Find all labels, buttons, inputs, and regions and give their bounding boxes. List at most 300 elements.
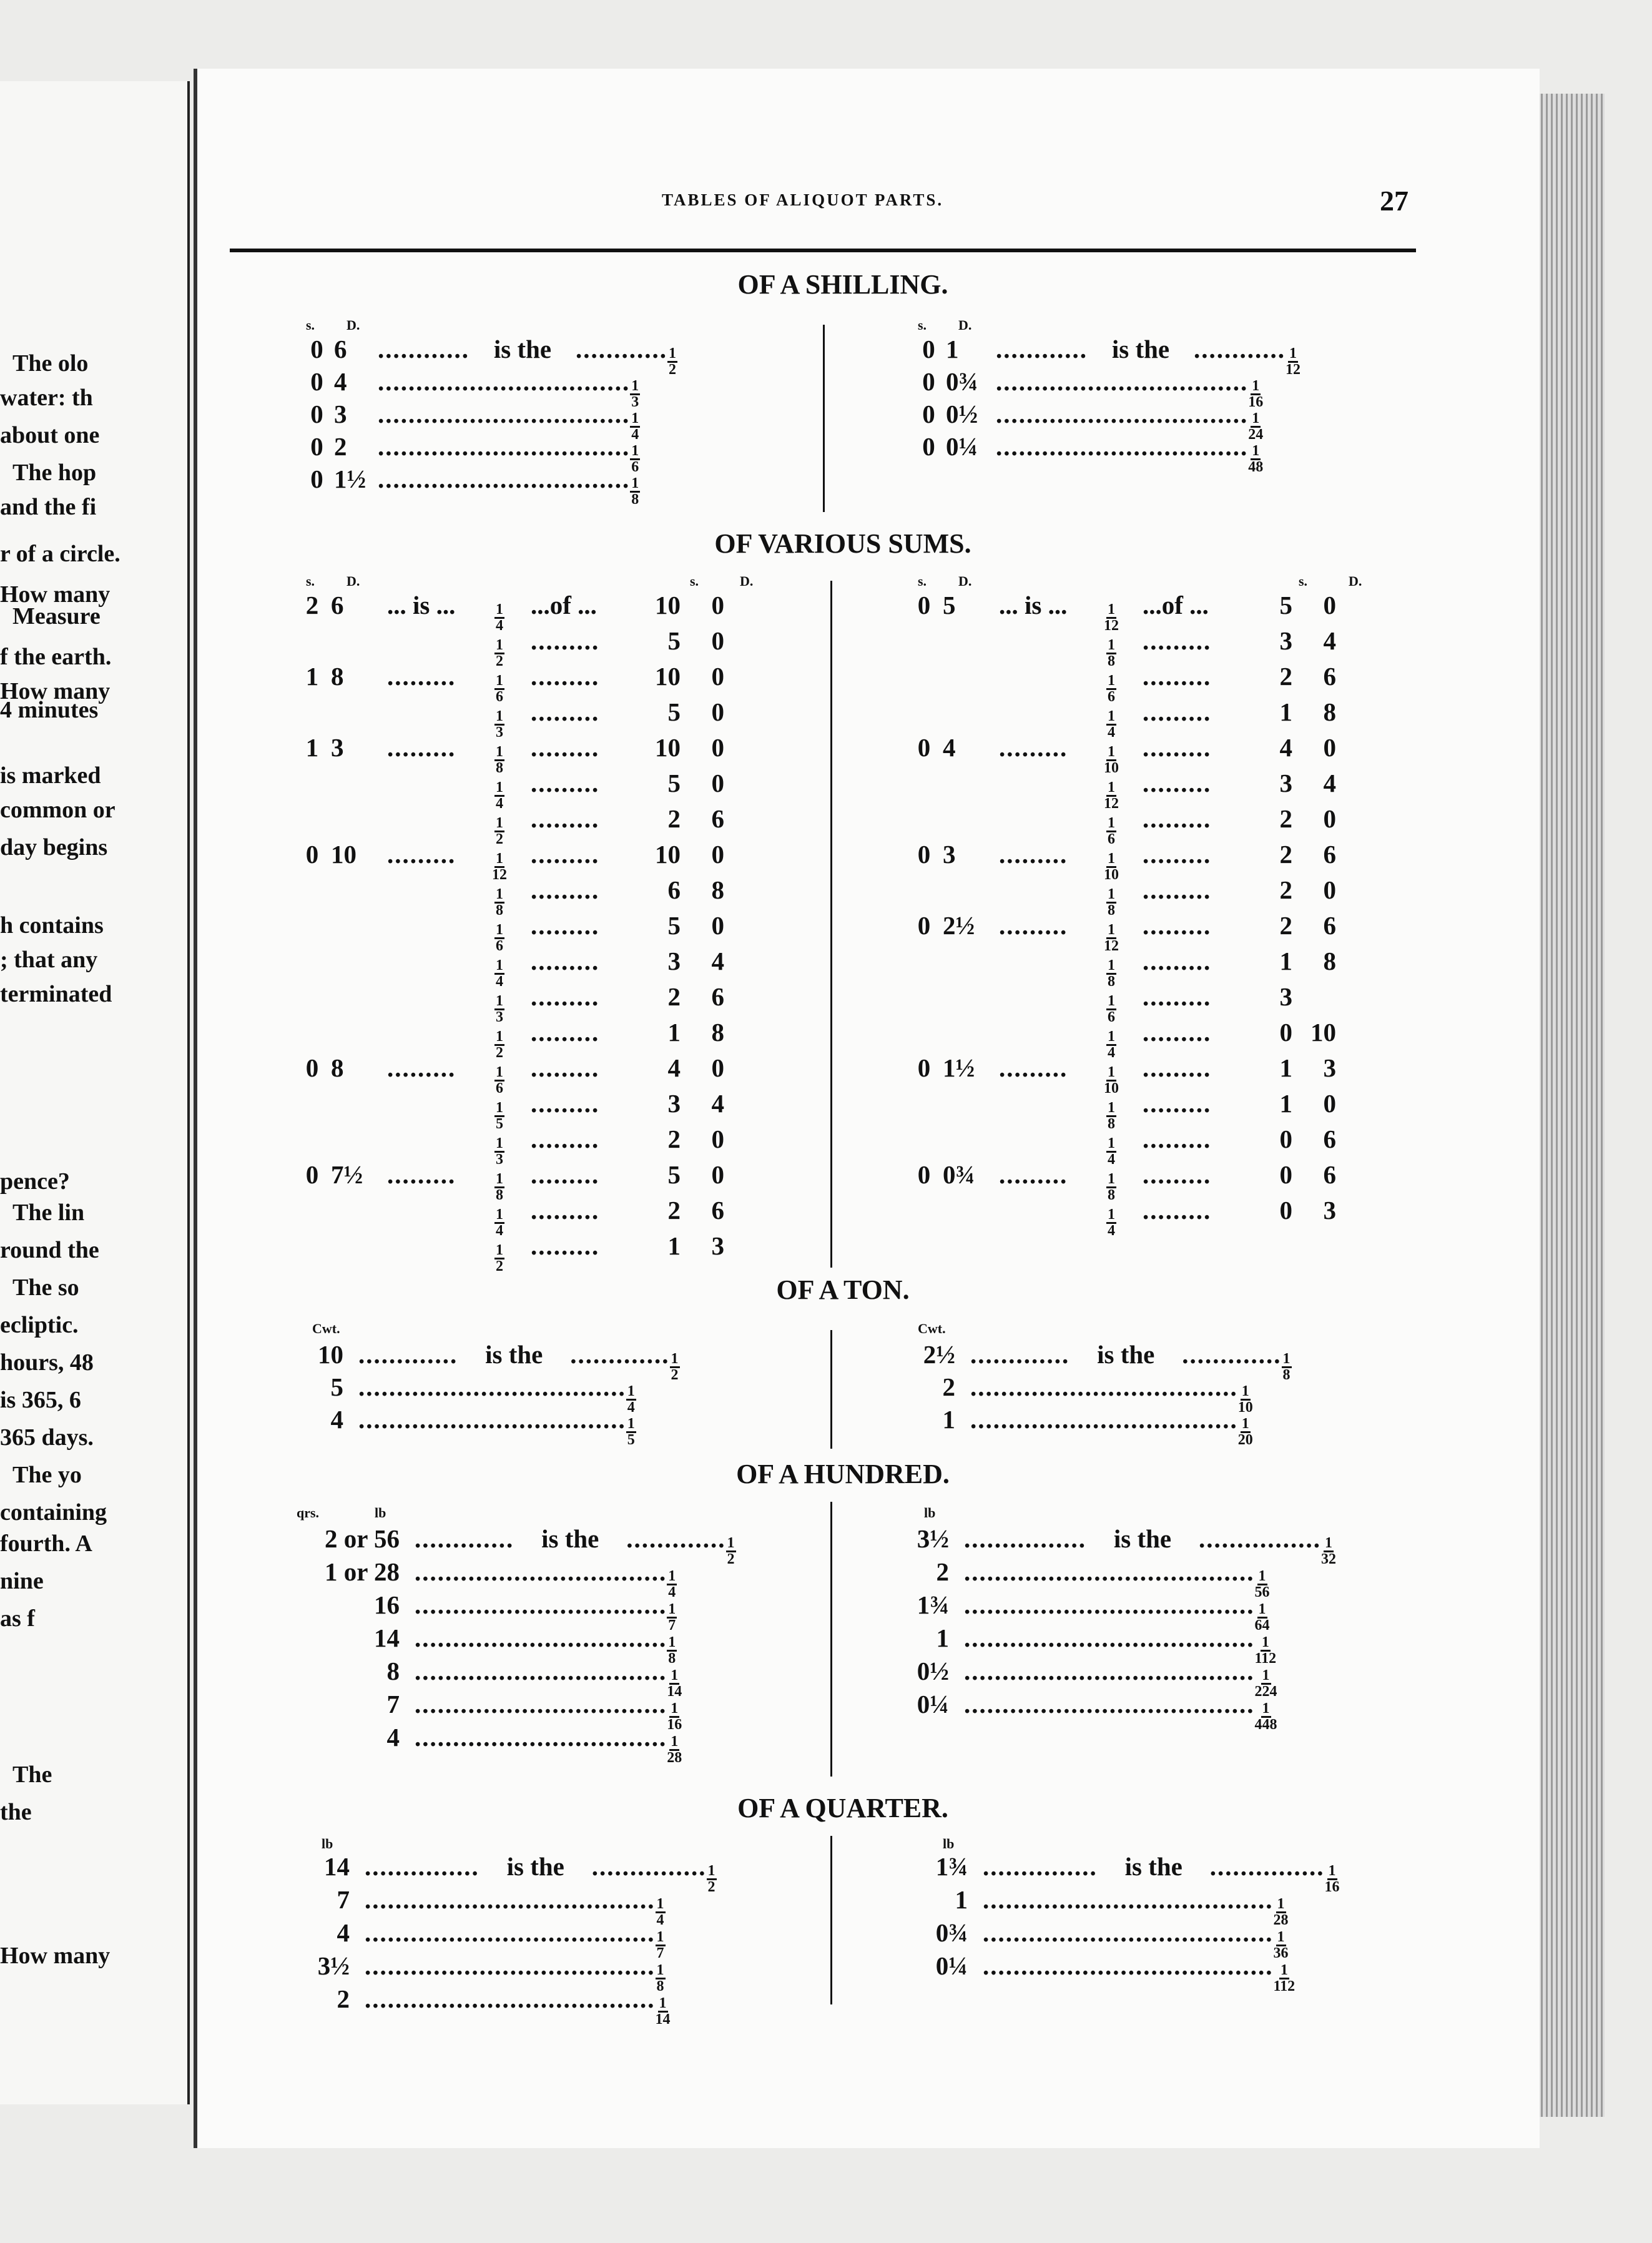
leader-dots: ......................................	[964, 1624, 1255, 1652]
fraction-denominator: 10	[1104, 759, 1119, 776]
leader-dots: .........	[1143, 1018, 1212, 1047]
result-pence: 6	[1323, 1160, 1336, 1189]
leader-dots: ......................................	[964, 1557, 1255, 1586]
leader-dots: .................................	[996, 432, 1249, 461]
is-the-label: is the	[506, 1852, 564, 1881]
shillings: 0	[305, 1160, 319, 1189]
result-pence: 6	[711, 804, 724, 833]
shillings: 0	[922, 367, 935, 396]
result-shillings: 3	[667, 1089, 681, 1118]
fraction-numerator: 1	[1108, 744, 1115, 760]
fraction-denominator: 6	[1108, 1008, 1115, 1025]
result-pence: 0	[711, 698, 724, 726]
fraction-denominator: 32	[1321, 1550, 1336, 1567]
leader-dots: ...................................	[358, 1405, 626, 1434]
fraction-numerator: 1	[496, 637, 503, 653]
pence: 6	[334, 335, 347, 363]
fraction-denominator: 2	[496, 1044, 503, 1061]
quantity: 4	[330, 1405, 343, 1434]
shillings: 1	[305, 733, 319, 762]
quantity: 0½	[917, 1657, 949, 1685]
shilling-row	[300, 464, 640, 507]
quantity: 10	[318, 1340, 343, 1369]
fraction-numerator: 1	[631, 475, 639, 491]
fraction	[1325, 1864, 1340, 1895]
leader-dots: .........	[531, 733, 600, 762]
leader-dots: .........	[1143, 875, 1212, 904]
shilling-row	[912, 431, 1263, 475]
fraction-denominator: 12	[492, 866, 507, 883]
fraction-denominator: 2	[707, 1878, 715, 1895]
fraction-denominator: 12	[1104, 617, 1119, 634]
fraction-numerator: 1	[496, 850, 503, 867]
leader-dots: .........	[531, 626, 600, 655]
leader-dots: ...................................	[970, 1405, 1238, 1434]
leader-dots: ............	[576, 335, 667, 363]
leader-dots: .........	[387, 840, 456, 869]
fraction	[707, 1864, 717, 1895]
leader-dots: ......................................	[365, 1984, 656, 2013]
pence: 1	[946, 335, 959, 363]
fraction	[630, 476, 640, 507]
result-shillings: 2	[667, 1196, 681, 1225]
fraction-denominator: 28	[667, 1749, 682, 1766]
leader-dots: .................................	[378, 432, 631, 461]
cwt-label: Cwt.	[918, 1321, 946, 1336]
of-label: ...of ...	[531, 591, 597, 619]
quantity: 1	[955, 1885, 968, 1914]
is-the-label: is the	[1113, 1524, 1172, 1553]
fraction	[1286, 347, 1300, 377]
left-page-line: fourth. A	[0, 1531, 92, 1557]
leader-dots: .........	[531, 1231, 600, 1260]
shillings: 0	[310, 465, 323, 493]
lb-label: lb	[375, 1505, 386, 1521]
fraction-denominator: 4	[1108, 724, 1115, 741]
fraction-numerator: 1	[496, 779, 503, 796]
leader-dots: .........	[531, 840, 600, 869]
fraction-numerator: 1	[496, 1135, 503, 1151]
fraction-denominator: 6	[1108, 688, 1115, 705]
fraction-denominator: 10	[1237, 1399, 1253, 1416]
fraction-numerator: 1	[1108, 708, 1115, 724]
fraction-numerator: 1	[1108, 779, 1115, 796]
fraction	[1321, 1536, 1336, 1567]
fraction-denominator: 6	[496, 1080, 503, 1097]
fraction-numerator: 1	[627, 1416, 635, 1432]
fraction-denominator: 16	[1324, 1878, 1340, 1895]
leader-dots: ...................................	[358, 1373, 626, 1401]
fraction-denominator: 4	[496, 795, 503, 812]
is-the-label: is the	[541, 1524, 599, 1553]
result-pence: 0	[1323, 804, 1336, 833]
leader-dots: .................................	[415, 1557, 667, 1586]
result-pence: 0	[1323, 591, 1336, 619]
result-shillings: 2	[1279, 875, 1292, 904]
fraction-numerator: 1	[1108, 1028, 1115, 1045]
fraction-denominator: 8	[1108, 1115, 1115, 1132]
header-rule	[230, 249, 1416, 252]
result-pence: 8	[1323, 947, 1336, 975]
fraction-numerator: 1	[1252, 378, 1260, 394]
leader-dots: ......................................	[983, 1918, 1274, 1947]
fraction-numerator: 1	[627, 1383, 635, 1399]
result-pence: 0	[1323, 733, 1336, 762]
leader-dots: .........	[531, 1018, 600, 1047]
fraction-numerator: 1	[1108, 815, 1115, 831]
quantity: 3½	[917, 1524, 949, 1553]
column-label: D.	[1349, 573, 1362, 589]
fraction-numerator: 1	[671, 1667, 679, 1683]
fraction-denominator: 3	[631, 393, 639, 410]
is-the-label: is the	[485, 1340, 543, 1369]
left-page-line: ; that any	[0, 947, 98, 973]
leader-dots: .........	[531, 1160, 600, 1189]
leader-dots: .................................	[415, 1690, 667, 1718]
result-pence: 4	[711, 1089, 724, 1118]
shillings: 0	[917, 733, 931, 762]
pence: 2½	[943, 911, 975, 940]
fraction-numerator: 1	[1108, 850, 1115, 867]
fraction-denominator: 4	[656, 1911, 664, 1928]
column-label: s.	[306, 573, 315, 589]
fraction-denominator: 2	[669, 361, 676, 378]
fraction-denominator: 7	[668, 1617, 676, 1634]
leader-dots: .........	[1143, 911, 1212, 940]
fraction-numerator: 1	[659, 1995, 667, 2011]
leader-dots: ......................................	[964, 1690, 1255, 1718]
quantity: 1	[936, 1624, 949, 1652]
result-shillings: 1	[667, 1018, 681, 1047]
fraction-denominator: 8	[1282, 1366, 1291, 1383]
leader-dots: .................................	[415, 1657, 667, 1685]
pence: 5	[943, 591, 956, 619]
result-pence: 6	[711, 982, 724, 1011]
result-shillings: 2	[1279, 911, 1292, 940]
fraction-numerator: 1	[496, 993, 503, 1009]
quantity: 7	[337, 1885, 350, 1914]
shillings: 0	[310, 432, 323, 461]
is-the-label: is the	[493, 335, 552, 363]
fraction-numerator: 1	[1108, 957, 1115, 974]
left-page-line: h contains	[0, 912, 104, 939]
fraction-numerator: 1	[1241, 1383, 1249, 1399]
result-shillings: 10	[655, 840, 681, 869]
fraction-denominator: 4	[496, 1222, 503, 1239]
fraction-numerator: 1	[1241, 1416, 1249, 1432]
result-shillings: 2	[1279, 804, 1292, 833]
leader-dots: .............	[626, 1524, 726, 1553]
column-label: s.	[690, 573, 699, 589]
result-shillings: 2	[667, 804, 681, 833]
leader-dots: .............	[358, 1340, 458, 1369]
fraction-numerator: 1	[1262, 1700, 1270, 1717]
fraction-numerator: 1	[669, 345, 676, 362]
fraction-denominator: 14	[667, 1683, 682, 1700]
fraction-numerator: 1	[496, 1242, 503, 1258]
fraction-numerator: 1	[656, 1929, 664, 1945]
result-shillings: 6	[667, 875, 681, 904]
fraction-denominator: 5	[496, 1115, 503, 1132]
pence: 1½	[943, 1053, 975, 1082]
fraction	[1248, 444, 1263, 475]
leader-dots: ...............	[365, 1852, 479, 1881]
quantity: 1¾	[917, 1590, 949, 1619]
hundred-row	[899, 1689, 1277, 1732]
result-pence: 0	[711, 911, 724, 940]
fraction-denominator: 4	[631, 426, 639, 443]
fraction-numerator: 1	[1252, 410, 1260, 426]
fraction-denominator: 4	[1108, 1222, 1115, 1239]
result-pence: 0	[1323, 1089, 1336, 1118]
cwt-label: Cwt.	[312, 1321, 340, 1336]
leader-dots: .........	[531, 1196, 600, 1225]
leader-dots: .........	[999, 733, 1068, 762]
fraction-numerator: 1	[496, 673, 503, 689]
fraction-numerator: 1	[1108, 1100, 1115, 1116]
fraction-denominator: 4	[496, 973, 503, 990]
result-pence: 3	[1323, 1053, 1336, 1082]
result-shillings: 5	[667, 698, 681, 726]
left-page-line: 365 days.	[0, 1424, 94, 1451]
leader-dots: .........	[531, 804, 600, 833]
is-the-label: is the	[1111, 335, 1170, 363]
fraction-numerator: 1	[671, 1733, 679, 1750]
leader-dots: ............	[1194, 335, 1286, 363]
ton-divider	[830, 1330, 832, 1449]
quantity: 14	[324, 1852, 350, 1881]
left-page-line: The lin	[12, 1200, 85, 1226]
fraction	[1093, 1208, 1130, 1238]
fraction-numerator: 1	[496, 1206, 503, 1223]
quantity: 0¼	[935, 1951, 968, 1980]
fraction-numerator: 1	[496, 744, 503, 760]
leader-dots: ...............	[1209, 1852, 1325, 1881]
fraction	[1274, 1963, 1296, 1994]
lb-label: lb	[322, 1836, 333, 1851]
fraction-numerator: 1	[671, 1351, 679, 1367]
result-pence: 0	[711, 662, 724, 691]
leader-dots: .........	[999, 1160, 1068, 1189]
result-pence: 8	[1323, 698, 1336, 726]
quarter-row	[918, 1951, 1295, 1994]
pence: 0¾	[946, 367, 978, 396]
pence: 0¾	[943, 1160, 975, 1189]
fraction-denominator: 8	[496, 759, 503, 776]
result-shillings: 0	[1279, 1125, 1292, 1153]
left-page-line: about one	[0, 422, 100, 448]
result-shillings: 2	[667, 982, 681, 1011]
result-pence: 0	[711, 769, 724, 797]
leader-dots: ...............	[983, 1852, 1098, 1881]
fraction-denominator: 8	[1108, 1186, 1115, 1203]
fraction-denominator: 4	[668, 1584, 676, 1600]
fraction-numerator: 1	[496, 708, 503, 724]
pence: 4	[334, 367, 347, 396]
pence: 8	[331, 1053, 344, 1082]
various-row	[905, 1195, 1336, 1238]
quantity: 2	[936, 1557, 949, 1586]
fraction-numerator: 1	[496, 1100, 503, 1116]
fraction-numerator: 1	[496, 815, 503, 831]
quantity: 1	[942, 1405, 955, 1434]
result-shillings: 3	[1279, 769, 1292, 797]
leader-dots: .........	[1143, 982, 1212, 1011]
left-page-line: as f	[0, 1605, 35, 1632]
fraction-denominator: 28	[1273, 1911, 1289, 1928]
column-label: s.	[1299, 573, 1308, 589]
quantity: 0¼	[917, 1690, 949, 1718]
leader-dots: .........	[1143, 1053, 1212, 1082]
leader-dots: ......................................	[365, 1918, 656, 1947]
is-label: ... is ...	[999, 591, 1068, 619]
s-column-label: s.	[918, 317, 927, 333]
leader-dots: .........	[387, 733, 456, 762]
leader-dots: .............	[415, 1524, 514, 1553]
lb-label: lb	[924, 1505, 936, 1521]
fraction-denominator: 2	[496, 1258, 503, 1274]
fraction-numerator: 1	[668, 1601, 676, 1617]
result-pence: 4	[1323, 626, 1336, 655]
result-shillings: 4	[667, 1053, 681, 1082]
left-page-line: How many	[0, 581, 111, 608]
result-shillings: 3	[1279, 626, 1292, 655]
running-head: TABLES OF ALIQUOT PARTS.	[662, 190, 944, 209]
leader-dots: .........	[387, 1053, 456, 1082]
fraction-denominator: 8	[496, 902, 503, 919]
left-page-fragment	[0, 81, 190, 2104]
fraction-numerator: 1	[1277, 1896, 1285, 1912]
fraction	[656, 1996, 671, 2027]
shillings: 0	[917, 591, 931, 619]
result-pence: 0	[1323, 875, 1336, 904]
pence: 8	[331, 662, 344, 691]
d-column-label: D.	[958, 317, 972, 333]
shillings: 0	[922, 400, 935, 428]
column-label: D.	[347, 573, 360, 589]
result-shillings: 10	[655, 591, 681, 619]
leader-dots: .........	[531, 1125, 600, 1153]
fraction	[481, 1243, 518, 1274]
result-shillings: 10	[655, 662, 681, 691]
fraction-numerator: 1	[1262, 1667, 1270, 1683]
leader-dots: .........	[531, 982, 600, 1011]
result-pence: 0	[711, 1160, 724, 1189]
leader-dots: .........	[531, 662, 600, 691]
fraction-denominator: 7	[656, 1945, 664, 1961]
leader-dots: .................................	[378, 465, 631, 493]
fraction-numerator: 1	[1328, 1863, 1336, 1879]
result-shillings: 1	[1279, 947, 1292, 975]
left-page-line: ecliptic.	[0, 1312, 79, 1338]
left-page-line: The olo	[12, 350, 89, 377]
result-shillings: 1	[667, 1231, 681, 1260]
fraction-denominator: 12	[1104, 937, 1119, 954]
fraction-denominator: 12	[1104, 795, 1119, 812]
shillings: 0	[310, 367, 323, 396]
left-page-line: water: th	[0, 385, 93, 411]
leader-dots: .........	[531, 698, 600, 726]
leader-dots: ...................................	[970, 1373, 1238, 1401]
fraction-numerator: 1	[1258, 1601, 1266, 1617]
fraction-numerator: 1	[668, 1568, 676, 1584]
fraction	[670, 1352, 680, 1383]
leader-dots: .........	[1143, 947, 1212, 975]
quantity: 1¾	[935, 1852, 968, 1881]
left-page-line: the	[0, 1799, 32, 1825]
fraction-numerator: 1	[1108, 601, 1115, 618]
result-shillings: 0	[1279, 1160, 1292, 1189]
leader-dots: .........	[1143, 626, 1212, 655]
fraction-denominator: 16	[667, 1716, 682, 1733]
leader-dots: ......................................	[365, 1885, 656, 1914]
page-number: 27	[1380, 185, 1409, 217]
fraction	[667, 1735, 682, 1765]
pence: 3	[334, 400, 347, 428]
quantity: 4	[386, 1723, 400, 1752]
ton-row	[293, 1404, 636, 1447]
is-the-label: is the	[1097, 1340, 1155, 1369]
left-page-line: day begins	[0, 834, 108, 860]
left-page-line: is 365, 6	[0, 1387, 81, 1413]
leader-dots: .................................	[415, 1723, 667, 1752]
result-shillings: 1	[1279, 1089, 1292, 1118]
shillings: 0	[917, 911, 931, 940]
result-pence: 0	[711, 733, 724, 762]
of-label: ...of ...	[1143, 591, 1209, 619]
column-label: D.	[740, 573, 754, 589]
shilling-divider	[823, 325, 825, 512]
fraction-denominator: 4	[1108, 1044, 1115, 1061]
left-page-line: How many	[0, 678, 111, 704]
pence: 3	[943, 840, 956, 869]
leader-dots: .........	[1143, 1089, 1212, 1118]
various-divider	[830, 581, 832, 1268]
left-page-line: The hop	[12, 460, 97, 486]
fraction-numerator: 1	[1258, 1568, 1266, 1584]
leader-dots: .................................	[378, 367, 631, 396]
fraction-numerator: 1	[707, 1863, 715, 1879]
left-page-line: How many	[0, 1943, 111, 1969]
result-pence: 8	[711, 1018, 724, 1047]
leader-dots: .........	[1143, 804, 1212, 833]
result-shillings: 2	[1279, 662, 1292, 691]
leader-dots: ................	[1199, 1524, 1321, 1553]
leader-dots: .........	[531, 1053, 600, 1082]
fraction-denominator: 6	[496, 688, 503, 705]
leader-dots: ......................................	[964, 1590, 1255, 1619]
fraction-denominator: 8	[631, 491, 639, 508]
result-pence: 6	[711, 1196, 724, 1225]
fraction-denominator: 4	[1108, 1151, 1115, 1168]
quarter-row	[300, 1984, 671, 2027]
shillings: 2	[305, 591, 319, 619]
leader-dots: .........	[531, 911, 600, 940]
result-pence: 0	[711, 1125, 724, 1153]
various-heading: OF VARIOUS SUMS.	[714, 528, 971, 559]
fraction-numerator: 1	[496, 922, 503, 938]
column-label: s.	[918, 573, 927, 589]
result-shillings: 3	[1279, 982, 1292, 1011]
fraction-denominator: 6	[1108, 831, 1115, 847]
pence: 10	[331, 840, 356, 869]
fraction-denominator: 6	[496, 937, 503, 954]
fraction-denominator: 2	[727, 1550, 735, 1567]
pence: 2	[334, 432, 347, 461]
result-pence: 0	[711, 626, 724, 655]
fraction-numerator: 1	[1277, 1929, 1285, 1945]
left-page-line: hours, 48	[0, 1349, 94, 1376]
